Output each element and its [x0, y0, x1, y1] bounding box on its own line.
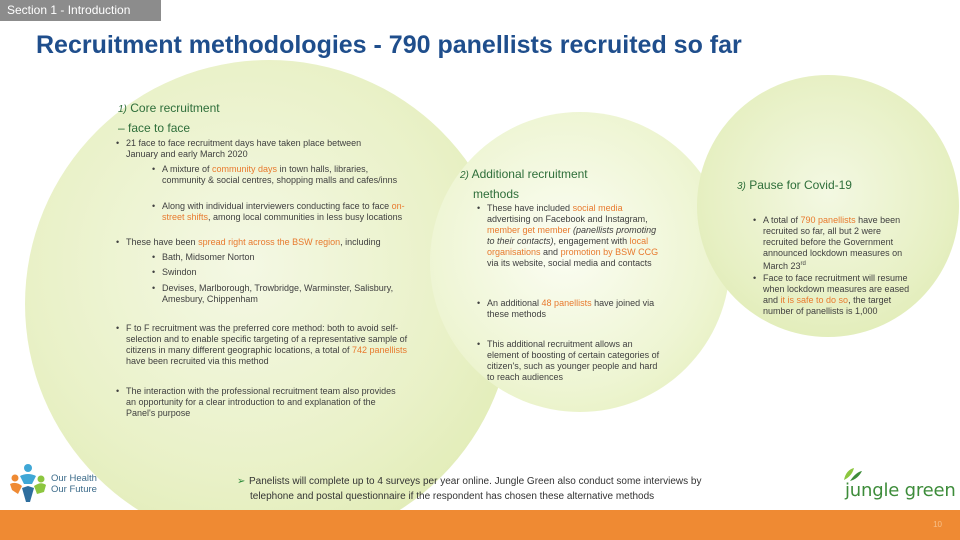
list-item: • Bath, Midsomer Norton — [152, 252, 255, 262]
list-item: • These have been spread right across the BSW region, including — [116, 237, 381, 247]
list-item: • Along with individual interviewers conducting face to face on-street shifts, among local communities in less busy locations — [152, 201, 405, 222]
footer-note: ➢ Panelists will complete up to 4 surveys per year online. Jungle Green also conduct some interviews by telephone and postal questionnaire if the respondent has chosen these alternative methods — [237, 476, 702, 502]
page-title: Recruitment methodologies - 790 panellists recruited so far — [36, 31, 742, 59]
list-item: • These have included social media advertising on Facebook and Instagram, member get member (panellists promoting to their contacts), engagement with local organisations and promotion by BSW CCG via its website, social media and contacts — [477, 203, 659, 268]
list-item: • Face to face recruitment will resume when lockdown measures are eased and it is safe to do so, the target number of panellists is 1,000 — [753, 273, 910, 316]
people-icon — [8, 462, 48, 504]
bottom-bar — [0, 510, 960, 540]
additional-recruitment-heading: 2) Additional recruitment methods — [460, 167, 588, 201]
list-item: • This additional recruitment allows an element of boosting of certain categories of citizen's, such as younger people and hard to reach audiences — [477, 339, 660, 382]
core-recruitment-heading: 1) Core recruitment – face to face — [118, 101, 220, 135]
section-tab: Section 1 - Introduction — [0, 0, 161, 21]
covid-pause-heading: 3) Pause for Covid-19 — [737, 178, 852, 192]
arrow-bullet-icon: ➢ — [237, 476, 246, 487]
list-item: • Devises, Marlborough, Trowbridge, Warminster, Salisbury, Amesbury, Chippenham — [152, 283, 394, 304]
list-item: • F to F recruitment was the preferred core method: both to avoid self-selection and to enable specific targeting of a representative sample of citizens in many different geographic locations, a total of 742 panellists have been recruited via this method — [116, 323, 408, 366]
jungle-green-logo: jungle green — [842, 466, 952, 502]
list-item: • An additional 48 panellists have joined via these methods — [477, 298, 655, 319]
our-health-our-future-logo: Our Health Our Future — [8, 462, 118, 504]
list-item: • Swindon — [152, 267, 197, 277]
list-item: • 21 face to face recruitment days have taken place between January and early March 2020 — [116, 138, 362, 159]
page-number: 10 — [933, 520, 942, 529]
list-item: • A total of 790 panellists have been recruited so far, all but 2 were recruited before the Government announced lockdown measures on March 23rd — [753, 215, 903, 271]
list-item: • A mixture of community days in town halls, libraries, community & social centres, shopping malls and cafes/inns — [152, 164, 398, 185]
list-item: • The interaction with the professional recruitment team also provides an opportunity for a clear introduction to and explanation of the Panel's purpose — [116, 386, 396, 418]
